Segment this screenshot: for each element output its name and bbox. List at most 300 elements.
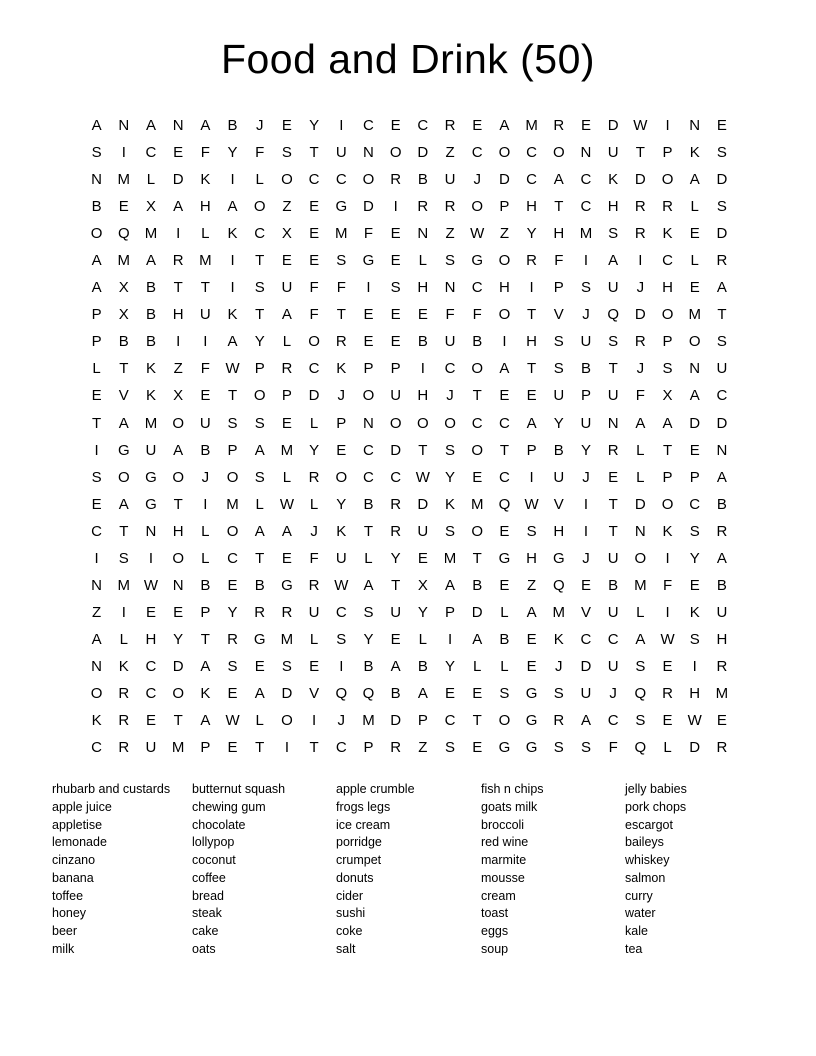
grid-letter-r1-c12: E xyxy=(390,117,401,135)
grid-letter-r6-c22: C xyxy=(662,252,673,270)
grid-letter-r18-c4: N xyxy=(172,576,184,594)
grid-letter-r8-c19: J xyxy=(582,306,590,324)
grid-letter-r4-c6: A xyxy=(227,198,238,216)
grid-letter-r3-c18: A xyxy=(553,171,564,189)
grid-letter-r7-c8: U xyxy=(281,279,293,297)
grid-letter-r23-c2: R xyxy=(118,712,130,730)
grid-letter-r9-c24: S xyxy=(716,333,727,351)
grid-letter-r20-c1: A xyxy=(91,630,102,648)
grid-letter-r5-c17: Y xyxy=(526,225,537,243)
grid-letter-r17-c10: U xyxy=(335,549,347,567)
grid-letter-r10-c10: K xyxy=(336,360,347,378)
grid-letter-r8-c5: U xyxy=(199,306,211,324)
grid-letter-r7-c13: H xyxy=(417,279,429,297)
word-item: eggs xyxy=(481,924,509,938)
grid-letter-r17-c20: U xyxy=(607,549,619,567)
grid-letter-r12-c9: L xyxy=(309,414,319,432)
grid-letter-r4-c1: B xyxy=(91,198,102,216)
grid-letter-r23-c6: W xyxy=(225,712,240,730)
grid-letter-r7-c19: S xyxy=(580,279,591,297)
grid-letter-r12-c1: T xyxy=(92,414,102,432)
word-list-column-2 xyxy=(192,781,285,959)
grid-letter-r2-c3: C xyxy=(145,144,157,162)
grid-letter-r23-c17: G xyxy=(525,712,538,730)
grid-letter-r22-c10: Q xyxy=(335,685,348,702)
grid-letter-r14-c8: L xyxy=(282,468,292,486)
word-list-column-1 xyxy=(52,781,170,959)
grid-letter-r3-c20: K xyxy=(608,171,619,189)
grid-letter-r23-c20: C xyxy=(607,712,619,730)
grid-letter-r3-c2: M xyxy=(117,171,131,189)
grid-letter-r21-c24: R xyxy=(716,657,728,675)
grid-letter-r10-c11: P xyxy=(363,360,374,378)
grid-letter-r3-c3: L xyxy=(146,171,156,189)
grid-letter-r7-c6: I xyxy=(230,279,235,297)
grid-letter-r4-c11: D xyxy=(363,198,374,216)
grid-letter-r21-c16: L xyxy=(500,657,509,675)
grid-letter-r1-c7: J xyxy=(255,117,264,135)
grid-letter-r18-c19: E xyxy=(580,576,591,594)
word-item: lollypop xyxy=(192,835,235,850)
grid-letter-r16-c14: S xyxy=(445,522,456,540)
grid-letter-r14-c17: I xyxy=(529,468,534,486)
grid-letter-r14-c24: A xyxy=(716,468,727,486)
grid-letter-r19-c4: E xyxy=(173,603,184,621)
grid-letter-r9-c18: S xyxy=(553,333,564,351)
grid-letter-r13-c14: S xyxy=(445,441,456,459)
grid-letter-r14-c9: R xyxy=(308,468,320,486)
grid-letter-r23-c3: E xyxy=(145,712,156,730)
grid-letter-r14-c22: P xyxy=(662,468,673,486)
grid-letter-r15-c20: T xyxy=(608,495,618,513)
grid-letter-r17-c23: Y xyxy=(689,549,700,567)
grid-letter-r1-c16: A xyxy=(499,117,510,135)
grid-letter-r7-c5: T xyxy=(200,279,210,297)
word-item: goats milk xyxy=(481,799,538,814)
grid-letter-r2-c15: C xyxy=(471,144,483,162)
grid-letter-r3-c4: D xyxy=(172,171,184,189)
grid-letter-r23-c14: C xyxy=(444,712,456,730)
grid-letter-r18-c1: N xyxy=(91,576,103,594)
grid-letter-r21-c20: U xyxy=(607,657,619,675)
grid-letter-r12-c15: C xyxy=(471,414,483,432)
grid-letter-r9-c4: I xyxy=(176,333,181,351)
grid-letter-r18-c2: M xyxy=(117,576,131,594)
grid-letter-r5-c8: X xyxy=(281,225,292,243)
grid-letter-r18-c24: B xyxy=(716,576,727,594)
grid-letter-r16-c7: A xyxy=(254,522,265,540)
grid-letter-r22-c13: A xyxy=(417,685,428,702)
grid-letter-r5-c23: E xyxy=(689,225,700,243)
grid-letter-r4-c4: A xyxy=(173,198,184,216)
grid-letter-r17-c7: T xyxy=(255,549,265,567)
grid-letter-r24-c20: F xyxy=(608,739,618,757)
grid-letter-r17-c19: J xyxy=(582,549,590,567)
grid-letter-r16-c16: E xyxy=(499,522,510,540)
grid-letter-r23-c8: O xyxy=(281,712,293,730)
grid-letter-r11-c19: P xyxy=(580,387,591,405)
grid-letter-r22-c11: Q xyxy=(362,685,375,702)
grid-letter-r24-c9: T xyxy=(309,739,319,757)
grid-letter-r16-c17: S xyxy=(526,522,537,540)
grid-letter-r16-c18: H xyxy=(553,522,565,540)
grid-letter-r24-c4: M xyxy=(171,739,185,757)
grid-letter-r12-c14: O xyxy=(444,414,456,432)
grid-letter-r23-c7: L xyxy=(255,712,264,730)
grid-letter-r20-c3: H xyxy=(145,630,157,648)
grid-letter-r8-c7: T xyxy=(255,306,265,324)
grid-letter-r13-c23: E xyxy=(689,441,700,459)
grid-letter-r23-c18: R xyxy=(553,712,565,730)
grid-letter-r7-c2: X xyxy=(118,279,129,297)
grid-letter-r1-c9: Y xyxy=(309,117,320,135)
grid-letter-r11-c23: A xyxy=(689,387,700,405)
grid-letter-r9-c3: B xyxy=(145,333,156,351)
grid-letter-r16-c12: R xyxy=(390,522,402,540)
grid-letter-r1-c18: R xyxy=(553,117,565,135)
word-item: honey xyxy=(52,906,87,921)
word-item: mousse xyxy=(481,870,525,885)
word-item: curry xyxy=(625,888,653,903)
grid-letter-r6-c12: E xyxy=(390,252,401,270)
grid-letter-r19-c14: P xyxy=(445,603,456,621)
grid-letter-r17-c9: F xyxy=(309,549,319,567)
word-item: bread xyxy=(192,888,224,903)
word-item: chewing gum xyxy=(192,799,266,814)
grid-letter-r21-c8: S xyxy=(281,657,292,675)
grid-letter-r5-c11: F xyxy=(363,225,374,243)
grid-letter-r1-c2: N xyxy=(118,117,130,135)
grid-letter-r15-c7: L xyxy=(255,495,264,513)
word-list-column-4 xyxy=(481,781,544,959)
grid-letter-r6-c1: A xyxy=(91,252,102,270)
grid-letter-r14-c16: C xyxy=(498,468,510,486)
grid-letter-r20-c6: R xyxy=(227,630,238,648)
grid-letter-r13-c11: C xyxy=(363,441,374,459)
grid-letter-r13-c22: T xyxy=(662,441,673,459)
grid-letter-r2-c24: S xyxy=(716,144,727,162)
grid-letter-r19-c19: V xyxy=(580,603,591,621)
grid-letter-r3-c10: C xyxy=(335,171,347,189)
grid-letter-r20-c5: T xyxy=(200,630,210,648)
grid-letter-r19-c17: A xyxy=(526,603,537,621)
grid-letter-r8-c16: O xyxy=(498,306,511,324)
grid-letter-r12-c10: P xyxy=(336,414,347,432)
grid-letter-r5-c2: Q xyxy=(117,225,130,243)
grid-letter-r23-c13: P xyxy=(417,712,428,730)
grid-letter-r21-c12: A xyxy=(390,657,401,675)
grid-letter-r14-c4: O xyxy=(172,468,184,486)
grid-letter-r18-c7: B xyxy=(254,576,265,594)
grid-letter-r1-c6: B xyxy=(227,117,238,135)
grid-letter-r3-c14: U xyxy=(444,171,456,189)
grid-letter-r12-c6: S xyxy=(227,414,238,432)
grid-letter-r20-c13: L xyxy=(418,630,428,648)
grid-letter-r20-c24: H xyxy=(716,630,728,648)
word-item: banana xyxy=(52,870,94,885)
grid-letter-r1-c19: E xyxy=(580,117,591,135)
grid-letter-r14-c15: E xyxy=(472,468,483,486)
grid-letter-r4-c5: H xyxy=(199,198,211,216)
grid-letter-r19-c1: Z xyxy=(92,603,102,621)
word-item: red wine xyxy=(481,835,529,850)
grid-letter-r8-c3: B xyxy=(145,306,156,324)
grid-letter-r20-c19: C xyxy=(580,630,592,648)
grid-letter-r16-c22: K xyxy=(662,522,673,540)
grid-letter-r16-c1: C xyxy=(91,522,103,540)
word-item: oats xyxy=(192,941,216,956)
grid-letter-r13-c10: E xyxy=(336,441,347,459)
grid-letter-r1-c14: R xyxy=(444,117,456,135)
grid-letter-r24-c19: S xyxy=(580,739,591,757)
grid-letter-r19-c12: U xyxy=(390,603,402,621)
grid-letter-r12-c13: O xyxy=(417,414,429,432)
grid-letter-r17-c3: I xyxy=(148,549,154,567)
grid-letter-r1-c1: A xyxy=(91,117,102,135)
grid-letter-r2-c17: C xyxy=(526,144,538,162)
grid-letter-r13-c16: T xyxy=(499,441,509,459)
grid-letter-r10-c22: S xyxy=(662,360,673,378)
grid-letter-r1-c17: M xyxy=(525,117,538,135)
word-item: ice cream xyxy=(336,817,391,832)
grid-letter-r1-c21: W xyxy=(633,117,648,135)
grid-letter-r2-c4: E xyxy=(173,144,184,162)
grid-letter-r24-c11: P xyxy=(363,739,374,757)
grid-letter-r24-c7: T xyxy=(255,739,265,757)
grid-letter-r19-c18: M xyxy=(552,603,566,621)
grid-letter-r24-c10: C xyxy=(335,739,347,757)
grid-letter-r6-c13: L xyxy=(418,252,428,270)
grid-letter-r4-c3: X xyxy=(145,198,156,216)
grid-letter-r18-c14: A xyxy=(445,576,456,594)
grid-letter-r2-c23: K xyxy=(689,144,700,162)
grid-letter-r13-c5: B xyxy=(200,441,211,459)
grid-letter-r2-c16: O xyxy=(498,144,511,162)
grid-letter-r10-c14: C xyxy=(444,360,456,378)
grid-letter-r21-c13: B xyxy=(417,657,428,675)
grid-letter-r5-c14: Z xyxy=(445,225,455,243)
grid-letter-r21-c4: D xyxy=(172,657,184,675)
grid-letter-r6-c5: M xyxy=(199,252,212,270)
grid-letter-r10-c21: J xyxy=(636,360,645,378)
grid-letter-r13-c12: D xyxy=(390,441,402,459)
grid-letter-r23-c10: J xyxy=(337,712,346,730)
grid-letter-r19-c11: S xyxy=(363,603,374,621)
grid-letter-r17-c5: L xyxy=(201,549,210,567)
word-item: baileys xyxy=(625,835,664,850)
grid-letter-r18-c3: W xyxy=(143,576,159,594)
grid-letter-r12-c17: A xyxy=(526,414,537,432)
grid-letter-r8-c9: F xyxy=(309,306,319,324)
grid-letter-r2-c6: Y xyxy=(227,144,238,162)
grid-letter-r6-c14: S xyxy=(445,252,456,270)
grid-letter-r24-c17: G xyxy=(525,739,538,757)
grid-letter-r15-c24: B xyxy=(716,495,727,513)
grid-letter-r3-c6: I xyxy=(230,171,235,189)
word-item: tea xyxy=(625,941,643,956)
grid-letter-r14-c19: J xyxy=(582,468,590,486)
grid-letter-r5-c9: E xyxy=(309,225,320,243)
grid-letter-r13-c1: I xyxy=(94,441,99,459)
grid-letter-r4-c22: R xyxy=(662,198,673,216)
grid-letter-r6-c17: R xyxy=(526,252,538,270)
grid-letter-r11-c1: E xyxy=(91,387,102,405)
grid-letter-r19-c9: U xyxy=(308,603,320,621)
word-item: donuts xyxy=(336,870,374,885)
grid-letter-r16-c21: N xyxy=(634,522,646,540)
grid-letter-r24-c8: I xyxy=(284,739,289,757)
word-item: chocolate xyxy=(192,817,246,832)
grid-letter-r8-c18: V xyxy=(553,306,564,324)
grid-letter-r23-c12: D xyxy=(390,712,402,730)
grid-letter-r24-c15: E xyxy=(472,739,483,757)
grid-letter-r10-c16: A xyxy=(499,360,510,378)
word-item: coke xyxy=(336,924,363,938)
grid-letter-r22-c2: R xyxy=(118,685,130,702)
grid-letter-r9-c21: R xyxy=(634,333,646,351)
grid-letter-r20-c11: Y xyxy=(363,630,374,648)
grid-letter-r17-c4: O xyxy=(172,549,184,567)
grid-letter-r12-c24: D xyxy=(716,414,728,432)
grid-letter-r18-c23: E xyxy=(689,576,700,594)
grid-letter-r6-c18: F xyxy=(554,252,564,270)
grid-letter-r19-c24: U xyxy=(716,603,728,621)
grid-letter-r19-c3: E xyxy=(145,603,156,621)
grid-letter-r9-c11: E xyxy=(363,333,374,351)
grid-letter-r2-c12: O xyxy=(389,144,402,162)
grid-letter-r20-c7: G xyxy=(253,630,266,648)
wordsearch-letter-grid xyxy=(83,112,736,761)
grid-letter-r3-c8: O xyxy=(281,171,293,189)
grid-letter-r5-c4: I xyxy=(176,225,181,243)
grid-letter-r9-c23: O xyxy=(688,333,701,351)
grid-letter-r23-c23: W xyxy=(687,712,702,730)
grid-letter-r13-c4: A xyxy=(173,441,184,459)
grid-letter-r17-c16: G xyxy=(498,549,511,567)
grid-letter-r20-c2: L xyxy=(119,630,128,648)
grid-letter-r9-c8: L xyxy=(282,333,292,351)
grid-letter-r8-c1: P xyxy=(91,306,102,324)
grid-letter-r7-c17: I xyxy=(529,279,534,297)
grid-letter-r10-c3: K xyxy=(145,360,156,378)
grid-letter-r20-c23: S xyxy=(689,630,700,648)
grid-letter-r3-c23: A xyxy=(689,171,700,189)
grid-letter-r9-c14: U xyxy=(444,333,456,351)
grid-letter-r5-c10: M xyxy=(335,225,348,243)
grid-letter-r17-c15: T xyxy=(472,549,482,567)
grid-letter-r16-c15: O xyxy=(471,522,484,540)
grid-letter-r4-c17: H xyxy=(526,198,538,216)
grid-letter-r22-c22: R xyxy=(662,685,673,702)
grid-letter-r13-c24: N xyxy=(716,441,728,459)
grid-letter-r3-c21: D xyxy=(634,171,646,189)
grid-letter-r17-c12: Y xyxy=(390,549,401,567)
grid-letter-r14-c7: S xyxy=(254,468,265,486)
grid-letter-r17-c1: I xyxy=(94,549,99,567)
grid-letter-r13-c19: Y xyxy=(580,441,591,459)
grid-letter-r19-c10: C xyxy=(335,603,347,621)
word-item: fish n chips xyxy=(481,782,544,796)
grid-letter-r20-c21: A xyxy=(635,630,646,648)
grid-letter-r7-c24: A xyxy=(716,279,727,297)
grid-letter-r5-c12: E xyxy=(390,225,401,243)
word-item: coffee xyxy=(192,870,226,885)
grid-letter-r16-c20: T xyxy=(608,522,618,540)
grid-letter-r23-c22: E xyxy=(662,712,673,730)
grid-letter-r6-c6: I xyxy=(230,252,235,270)
grid-letter-r12-c12: O xyxy=(389,414,402,432)
grid-letter-r4-c13: R xyxy=(417,198,429,216)
grid-letter-r7-c4: T xyxy=(173,279,183,297)
word-list-column-3 xyxy=(336,781,415,959)
grid-letter-r1-c15: E xyxy=(472,117,483,135)
grid-letter-r11-c12: U xyxy=(390,387,402,405)
grid-letter-r3-c11: O xyxy=(362,171,375,189)
grid-letter-r16-c10: K xyxy=(336,522,347,540)
grid-letter-r8-c22: O xyxy=(661,306,674,324)
grid-letter-r2-c22: P xyxy=(662,144,673,162)
grid-letter-r14-c5: J xyxy=(201,468,210,486)
grid-letter-r18-c22: F xyxy=(662,576,673,594)
grid-letter-r13-c20: R xyxy=(607,441,619,459)
word-item: broccoli xyxy=(481,817,525,832)
grid-letter-r15-c18: V xyxy=(553,495,564,513)
grid-letter-r23-c9: I xyxy=(312,712,317,730)
grid-letter-r14-c3: G xyxy=(145,468,157,486)
grid-letter-r4-c24: S xyxy=(716,198,727,216)
grid-letter-r24-c22: L xyxy=(663,739,672,757)
grid-letter-r17-c6: C xyxy=(227,549,238,567)
word-item: whiskey xyxy=(625,853,670,867)
grid-letter-r4-c18: T xyxy=(554,198,564,216)
grid-letter-r18-c16: E xyxy=(499,576,510,594)
grid-letter-r2-c5: F xyxy=(200,144,210,162)
grid-letter-r22-c19: U xyxy=(580,685,592,702)
grid-letter-r21-c9: E xyxy=(309,657,320,675)
grid-letter-r1-c22: I xyxy=(665,117,670,135)
grid-letter-r1-c11: C xyxy=(363,117,374,135)
grid-letter-r16-c5: L xyxy=(201,522,210,540)
grid-letter-r7-c3: B xyxy=(145,279,156,297)
grid-letter-r13-c21: L xyxy=(636,441,645,459)
word-item: apple juice xyxy=(52,799,112,814)
grid-letter-r19-c23: K xyxy=(689,603,700,621)
grid-letter-r11-c10: J xyxy=(337,387,346,405)
grid-letter-r23-c19: A xyxy=(580,712,591,730)
grid-letter-r1-c10: I xyxy=(339,117,344,135)
grid-letter-r14-c18: U xyxy=(553,468,565,486)
grid-letter-r6-c24: R xyxy=(716,252,728,270)
grid-letter-r5-c16: Z xyxy=(499,225,509,243)
grid-letter-r1-c3: A xyxy=(145,117,156,135)
grid-letter-r19-c21: L xyxy=(636,603,645,621)
grid-letter-r6-c4: R xyxy=(172,252,184,270)
grid-letter-r18-c15: B xyxy=(472,576,483,594)
grid-letter-r12-c16: C xyxy=(498,414,510,432)
grid-letter-r10-c4: Z xyxy=(173,360,183,378)
grid-letter-r12-c18: Y xyxy=(553,414,564,432)
grid-letter-r9-c6: A xyxy=(227,333,238,351)
grid-letter-r22-c7: A xyxy=(254,685,265,702)
grid-letter-r17-c24: A xyxy=(716,549,727,567)
grid-letter-r21-c1: N xyxy=(91,657,103,675)
grid-letter-r5-c5: L xyxy=(201,225,210,243)
grid-letter-r8-c12: E xyxy=(390,306,401,324)
grid-letter-r9-c2: B xyxy=(118,333,129,351)
grid-letter-r22-c9: V xyxy=(309,685,320,702)
grid-letter-r11-c17: E xyxy=(526,387,537,405)
grid-letter-r14-c20: E xyxy=(608,468,619,486)
